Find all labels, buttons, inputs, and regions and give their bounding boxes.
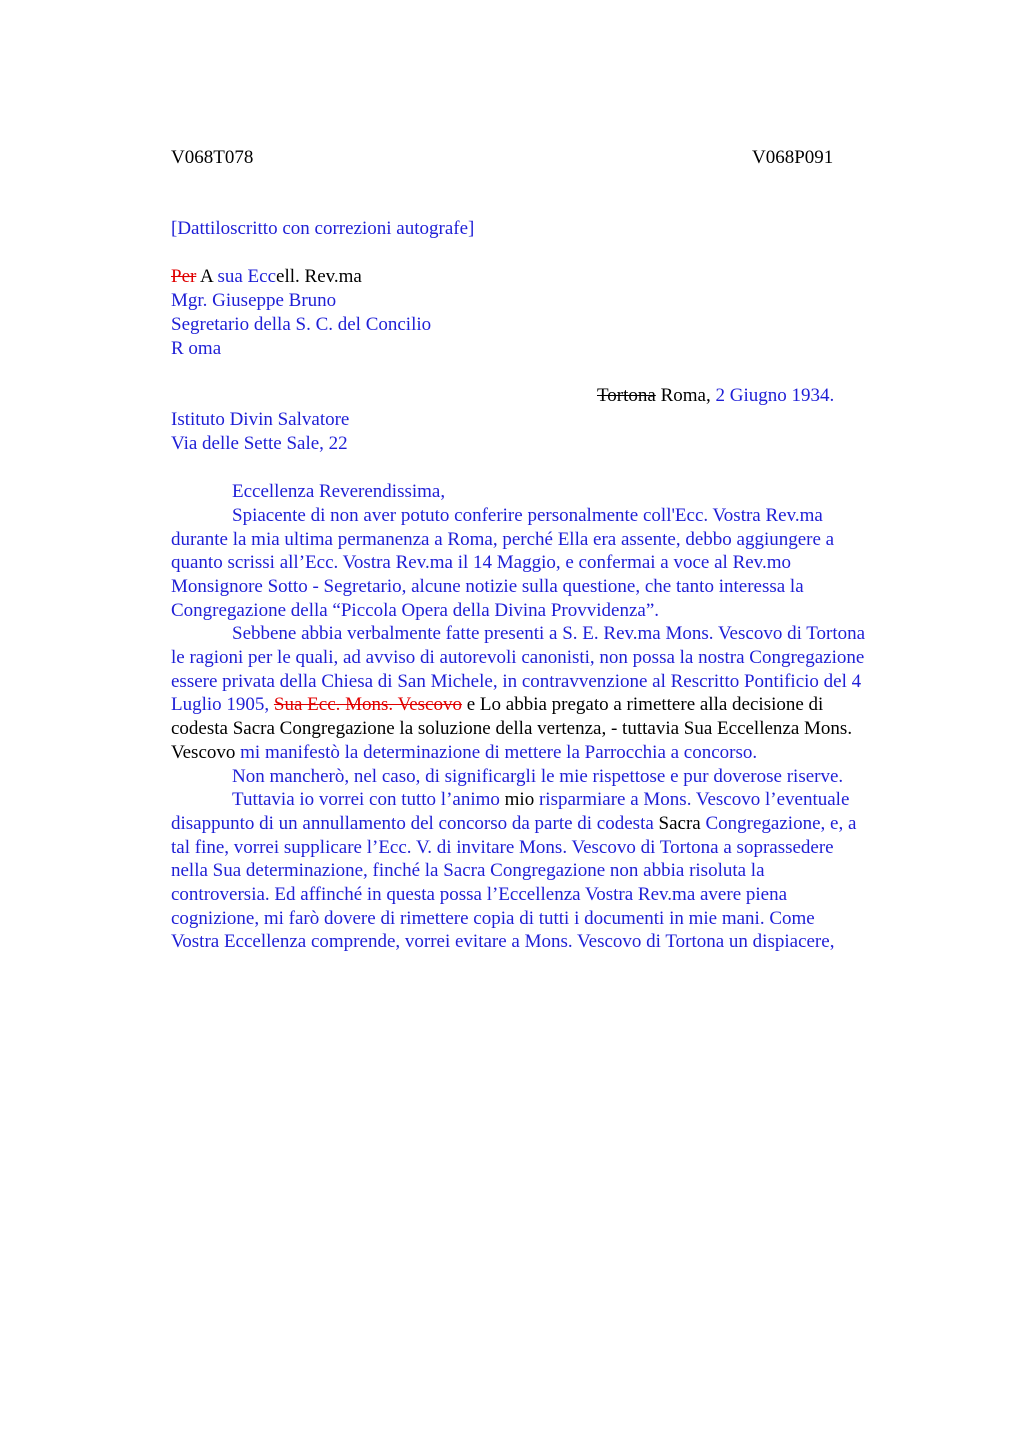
sender-line-2: Via delle Sette Sale, 22: [171, 433, 348, 454]
body-line: tal fine, vorrei supplicare l’Ecc. V. di invitare Mons. Vescovo di Tortona a soprassedere: [171, 837, 834, 858]
body-text: Vescovo: [171, 742, 236, 763]
body-line: durante la mia ultima permanenza a Roma, perché Ella era assente, debbo aggiungere a: [171, 529, 835, 550]
transcription-note: [Dattiloscritto con correzioni autografe]: [171, 218, 475, 239]
body-text: e Lo abbia pregato a rimettere alla decisione di: [466, 694, 824, 715]
body-line: [171, 693, 823, 717]
body-text: Congregazione, e, a: [705, 813, 857, 834]
address-correction: sua Ecc: [217, 266, 277, 287]
body-line: Non mancherò, nel caso, di significargli le mie rispettose e pur doverose riserve.: [232, 766, 844, 787]
body-text: Luglio 1905,: [171, 694, 270, 715]
salutation: Eccellenza Reverendissima,: [232, 481, 446, 502]
body-line: [171, 812, 856, 836]
address-line-4: R oma: [171, 338, 222, 359]
body-line: le ragioni per le quali, ad avviso di autorevoli canonisti, non possa la nostra Congregazione: [171, 647, 865, 668]
body-line: [171, 741, 757, 765]
header-right-code: V068P091: [752, 147, 834, 168]
body-line: Monsignore Sotto - Segretario, alcune notizie sulla questione, che tanto interessa la: [171, 576, 804, 597]
body-line: nella Sua determinazione, finché la Sacra Congregazione non abbia risoluta la: [171, 860, 765, 881]
body-text: risparmiare a Mons. Vescovo l’eventuale: [538, 789, 850, 810]
body-text: mi manifestò la determinazione di mettere la Parrocchia a concorso.: [240, 742, 758, 763]
body-line: cognizione, mi farò dovere di rimettere copia di tutti i documenti in mie mani. Come: [171, 908, 815, 929]
deleted-word: Per: [171, 266, 197, 287]
address-text: A: [200, 266, 213, 287]
address-line-1: [171, 265, 362, 289]
body-text: Sacra: [658, 813, 701, 834]
body-text: disappunto di un annullamento del concorso da parte di codesta: [171, 813, 654, 834]
body-text: mio: [504, 789, 535, 810]
body-line: [232, 788, 849, 812]
body-line: Vostra Eccellenza comprende, vorrei evitare a Mons. Vescovo di Tortona un dispiacere,: [171, 931, 835, 952]
date-line: [597, 384, 834, 408]
body-line: quanto scrissi all’Ecc. Vostra Rev.ma il 14 Maggio, e confermai a voce al Rev.mo: [171, 552, 791, 573]
body-line: essere privata della Chiesa di San Michele, in contravvenzione al Rescritto Pontificio del 4: [171, 671, 862, 692]
address-line-3: Segretario della S. C. del Concilio: [171, 314, 432, 335]
body-line: Sebbene abbia verbalmente fatte presenti a S. E. Rev.ma Mons. Vescovo di Tortona: [232, 623, 866, 644]
address-text: ell. Rev.ma: [276, 266, 362, 287]
deleted-place: Tortona: [597, 385, 656, 406]
deleted-phrase: Sua Ecc. Mons. Vescovo: [273, 694, 462, 715]
header-left-code: V068T078: [171, 147, 254, 168]
date-value: 2 Giugno 1934.: [715, 385, 835, 406]
body-line: codesta Sacra Congregazione la soluzione della vertenza, - tuttavia Sua Eccellenza Mons.: [171, 718, 853, 739]
body-text: Tuttavia io vorrei con tutto l’animo: [232, 789, 500, 810]
address-line-2: Mgr. Giuseppe Bruno: [171, 290, 337, 311]
date-place: Roma,: [660, 385, 711, 406]
body-line: Congregazione della “Piccola Opera della Divina Provvidenza”.: [171, 600, 659, 621]
body-line: Spiacente di non aver potuto conferire personalmente coll'Ecc. Vostra Rev.ma: [232, 505, 823, 526]
body-line: controversia. Ed affinché in questa possa l’Eccellenza Vostra Rev.ma avere piena: [171, 884, 788, 905]
sender-line-1: Istituto Divin Salvatore: [171, 409, 350, 430]
